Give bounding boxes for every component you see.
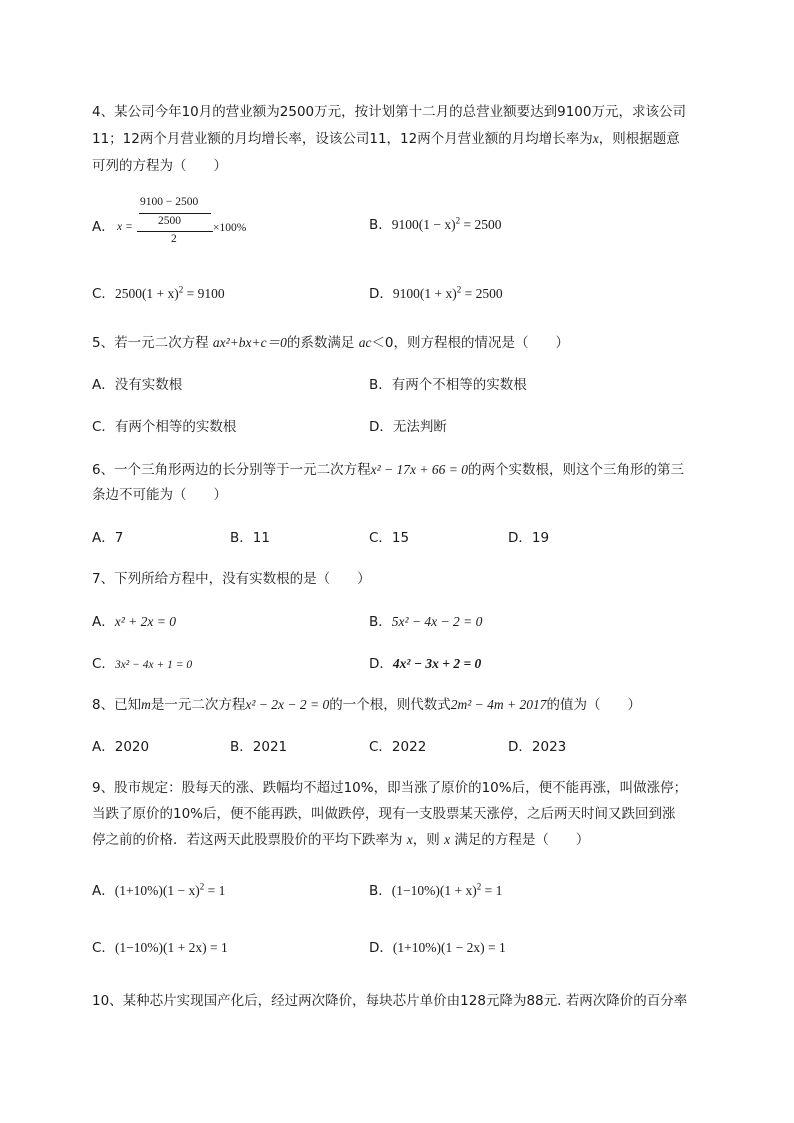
q9-line-3-mid: ，则 [412,832,445,848]
q8-post: 的值为（ ） [546,697,641,713]
q7-b-label: B． [369,614,392,630]
q5-condition: ac [358,335,372,350]
q4-option-a-label: A． [92,219,115,235]
q4-d-label: D． [369,286,393,302]
q8-equation: x² − 2x − 2 = 0 [245,697,330,712]
q4-line-2-text: 11；12两个月营业额的月均增长率，设该公司11，12两个月营业额的月均增长率为 [92,131,593,147]
q10-line-1: 10、某种芯片实现国产化后，经过两次降价，每块芯片单价由128元降为88元. 若两次降价的百分率 [92,993,688,1009]
q5-post: ＜0，则方程根的情况是（ ） [371,335,570,351]
q6-line-2: 条边不可能为（ ） [92,487,227,503]
q8-m: m [141,697,151,712]
q9-b-rhs: = 1 [481,883,503,898]
q4-a-tail: ×100% [213,222,247,234]
q8-expression: 2m² − 4m + 2017 [450,697,547,712]
q4-a-main-bar [137,231,213,232]
q9-b-label: B． [369,883,392,899]
q4-var: x [592,131,599,146]
q9-a-expr: (1+10%)(1 − x) [114,883,200,898]
q6-option-b: B．11 [230,530,270,546]
q8-pre: 8、已知 [92,697,142,713]
q4-c-expr: 2500(1 + x) [114,286,179,301]
q4-a-inner-bar [139,213,211,214]
q5-equation: ax²+bx+c＝0 [212,335,287,350]
q9-option-d [369,936,506,956]
q9-line-3-post: 满足的方程是（ ） [450,832,590,848]
q4-d-sup: 2 [456,284,462,295]
q9-var-1: x [406,832,413,847]
q9-a-label: A． [92,883,115,899]
q4-a-x-eq: x = [117,221,133,233]
q5-option-d: D．无法判断 [369,419,447,435]
q6-line-1 [92,458,684,478]
q9-d-expr: (1+10%)(1 − 2x) = 1 [392,940,506,955]
q4-option-b [369,213,502,233]
q4-a-inner-denominator: 2500 [158,215,181,227]
q9-option-c [92,936,228,956]
q4-c-rhs: = 9100 [183,286,225,301]
q7-option-c [92,652,192,672]
q4-b-label: B． [369,217,392,233]
q8-option-c: C．2022 [369,739,427,755]
q4-line-2-tail: ，则根据题意 [598,131,680,147]
q7-d-expr: 4x² − 3x + 2 = 0 [392,656,482,671]
q7-c-expr: 3x² − 4x + 1 = 0 [114,659,193,671]
q5-option-c: C．有两个相等的实数根 [92,419,237,435]
q4-c-label: C． [92,286,115,302]
q5-mid: 的系数满足 [286,335,359,351]
q9-line-3 [92,828,589,848]
q7-b-expr: 5x² − 4x − 2 = 0 [391,614,483,629]
q6-option-c: C．15 [369,530,410,546]
q8-option-b: B．2021 [230,739,288,755]
q4-option-a-fraction [115,196,275,248]
q9-line-1: 9、股市规定：股每天的涨、跌幅均不超过10%，即当涨了原价的10%后，便不能再涨，叫做涨停； [92,780,688,796]
q7-stem: 7、下列所给方程中，没有实数根的是（ ） [92,571,371,587]
q4-a-numerator: 9100 − 2500 [140,196,199,208]
q9-a-sup: 2 [199,881,205,892]
q7-d-label: D． [369,656,393,672]
q4-line-2 [92,127,680,147]
q6-equation: x² − 17x + 66 = 0 [370,462,468,477]
q9-c-label: C． [92,940,115,956]
q9-option-b [369,879,502,899]
q9-a-rhs: = 1 [204,883,226,898]
q5-stem [92,331,569,351]
q4-d-rhs: = 2500 [461,286,503,301]
q4-c-sup: 2 [178,284,184,295]
q8-option-a: A．2020 [92,739,150,755]
q6-option-d: D．19 [508,530,550,546]
q7-option-d [369,652,481,672]
q7-a-expr: x² + 2x = 0 [114,614,177,629]
q8-mid2: 的一个根，则代数式 [329,697,451,713]
q4-d-expr: 9100(1 + x) [392,286,457,301]
q5-option-a: A．没有实数根 [92,377,183,393]
q6-post: 的两个实数根，则这个三角形的第三 [467,462,684,478]
q4-a-denominator: 2 [171,233,177,245]
q6-pre: 6、一个三角形两边的长分别等于一元二次方程 [92,462,371,478]
q4-line-1: 4、某公司今年10月的营业额为2500万元，按计划第十二月的总营业额要达到9100万元，求该公司 [92,104,686,120]
q7-option-a [92,610,176,630]
q9-d-label: D． [369,940,393,956]
q8-option-d: D．2023 [508,739,567,755]
q5-pre: 5、若一元二次方程 [92,335,213,351]
q9-b-expr: (1−10%)(1 + x) [391,883,477,898]
q7-a-label: A． [92,614,115,630]
q5-option-b: B．有两个不相等的实数根 [369,377,527,393]
q8-mid1: 是一元二次方程 [150,697,246,713]
q4-b-sup: 2 [455,215,461,226]
q7-c-label: C． [92,656,115,672]
q6-option-a: A．7 [92,530,124,546]
q8-stem [92,693,641,713]
q9-b-sup: 2 [476,881,482,892]
q9-var-2: x [444,832,451,847]
q9-option-a [92,879,225,899]
q4-line-3: 可列的方程为（ ） [92,158,227,174]
q4-option-d [369,282,503,302]
q7-option-b [369,610,482,630]
q4-b-expr: 9100(1 − x) [391,217,456,232]
q9-c-expr: (1−10%)(1 + 2x) = 1 [114,940,228,955]
q4-b-rhs: = 2500 [460,217,502,232]
q9-line-2: 当跌了原价的10%后，便不能再跌，叫做跌停，现有一支股票某天涨停，之后两天时间又跌回到涨 [92,806,676,822]
q4-option-c [92,282,225,302]
q9-line-3-pre: 停之前的价格．若这两天此股票股价的平均下跌率为 [92,832,407,848]
